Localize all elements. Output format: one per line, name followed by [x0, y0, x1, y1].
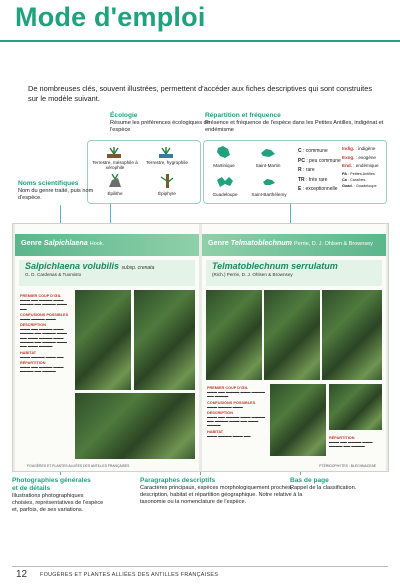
- ecologie-description: Résume les préférences écologiques de l'espèce: [110, 120, 210, 133]
- freq-label: commune: [305, 148, 328, 154]
- text-column: PREMIER COUP D'ŒIL ▬▬▬ ▬▬ ▬▬▬▬ ▬▬▬ ▬▬▬▬ ▬▬ ▬▬▬▬ ▬▬▬ ▬▬ CONFUSIONS POSSIBLES ▬▬▬ ▬▬▬▬ ▬▬▬ DESCRIPTION ▬▬▬ ▬▬ ▬▬▬▬ ▬▬▬ ▬▬▬▬ ▬▬ ▬▬▬▬ ▬▬▬ ▬▬ ▬▬▬ ▬▬▬▬ ▬▬▬ ▬▬▬▬ ▬▬ ▬▬▬▬ ▬▬▬ ▬▬ ▬▬▬ ▬▬▬▬ HABITAT ▬▬▬ ▬▬▬▬ ▬▬▬ ▬▬ RÉPARTITION ▬▬▬ ▬▬ ▬▬▬▬ ▬▬▬ ▬▬▬▬ ▬▬ ▬▬▬▬: [20, 294, 69, 374]
- fern-photo: [264, 290, 320, 380]
- status-code: Indig.: [342, 146, 355, 151]
- fern-photo: [134, 290, 195, 390]
- fern-detail-photo: [329, 384, 382, 430]
- fern-photo: [206, 290, 262, 380]
- saint-martin-map-icon: [260, 147, 276, 159]
- ecologie-panel: [87, 140, 201, 204]
- repartition-description: Présence et fréquence de l'espèce dans les Petites Antilles, indigénat et endémisme: [205, 120, 384, 133]
- status-code: End.: [342, 163, 352, 168]
- fern-photo: [270, 384, 326, 456]
- right-page: [202, 224, 386, 471]
- genus-title: Genre Telmatoblechnum Perrie, D. J. Ohlsen & Brownsey: [208, 238, 373, 247]
- status-label: endémique: [355, 163, 379, 168]
- species-box: [206, 260, 382, 286]
- species-name: Telmatoblechnum serrulatum: [212, 261, 338, 271]
- section-heading: HABITAT: [20, 350, 37, 355]
- species-name: Salpichlaena volubilis subsp. crenata: [25, 261, 155, 271]
- freq-code: TR: [298, 176, 305, 183]
- status-label: indigène: [358, 146, 376, 151]
- footer-rule: [12, 566, 388, 567]
- book-spread-illustration: [12, 223, 389, 472]
- terrestrial-wet-icon: [158, 147, 174, 159]
- section-heading: RÉPARTITION: [329, 436, 355, 440]
- freq-code: PC: [298, 157, 305, 164]
- freq-code: E: [298, 186, 302, 192]
- eco-label-3: Épilithe: [107, 191, 123, 196]
- endemism-code: PA: [342, 171, 347, 176]
- paragraphes-description: Caractères principaux, espèces morphologiquement proches, description, habitat et répartition géographique. Notre relative à la taxonomie ou la nomenclature de l'espèce.: [140, 485, 303, 505]
- repartition-panel: [203, 140, 387, 204]
- page-number: 12: [16, 569, 28, 580]
- section-heading: HABITAT: [207, 429, 224, 434]
- photographies-heading: Photographies générales et de détails: [12, 477, 91, 492]
- page-footer: PTÉRIDOPHYTES : BLECHNACEAE: [319, 464, 376, 468]
- frequency-legend: C : commune PC : peu commune R : rare TR : très rare E : exceptionnelle: [298, 148, 341, 192]
- page-title: Mode d'emploi: [15, 2, 206, 32]
- text-column: RÉPARTITION ▬▬▬ ▬▬ ▬▬▬▬ ▬▬▬ ▬▬▬▬ ▬▬ ▬▬▬▬: [329, 434, 382, 449]
- photographies-description: Illustrations photographiques choisies, représentatives de l'espèce et, parfois, de ses variations.: [12, 493, 104, 513]
- species-author: (Rich.) Perrie, D. J. Ohlsen & Brownsey: [212, 272, 293, 277]
- island-label-1: Martinique: [213, 163, 235, 168]
- page-footer: FOUGÈRES ET PLANTES ALLIÉES DES ANTILLES FRANÇAISES: [27, 464, 130, 468]
- section-heading: RÉPARTITION: [20, 360, 46, 365]
- left-page: [15, 224, 199, 471]
- island-label-3: Guadeloupe: [212, 192, 238, 197]
- status-code: Exog.: [342, 154, 355, 160]
- freq-code: C: [298, 148, 302, 154]
- fern-photo: [75, 290, 131, 390]
- endemism-label: Caraïbes: [350, 177, 366, 182]
- genus-title: Genre Salpichlaena Hook.: [21, 238, 105, 247]
- freq-code: R: [298, 167, 302, 173]
- endemism-code: Ca: [342, 177, 347, 182]
- section-heading: PREMIER COUP D'ŒIL: [20, 294, 62, 298]
- repartition-heading: Répartition et fréquence: [205, 112, 281, 119]
- species-author: G. D. Cardenas & Tuomisto: [25, 272, 82, 277]
- status-label: exogène: [358, 154, 376, 160]
- species-box: [19, 260, 195, 286]
- epilithic-icon: [108, 174, 122, 188]
- title-rule: [0, 40, 400, 42]
- section-heading: DESCRIPTION: [20, 323, 46, 328]
- bas-de-page-description: Rappel de la classification.: [290, 485, 357, 491]
- terrestrial-dry-icon: [106, 147, 122, 159]
- scientific-description: Nom du genre traité, puis nom d'espèce.: [18, 188, 94, 201]
- island-label-4: Saint-Barthélemy: [251, 192, 287, 197]
- martinique-map-icon: [216, 145, 232, 159]
- ecologie-heading: Écologie: [110, 112, 138, 119]
- freq-label: exceptionnelle: [305, 186, 338, 192]
- running-footer: FOUGÈRES ET PLANTES ALLIÉES DES ANTILLES FRANÇAISES: [40, 572, 219, 578]
- section-heading: DESCRIPTION: [207, 410, 233, 415]
- freq-label: très rare: [308, 176, 328, 183]
- saint-barthelemy-map-icon: [262, 177, 276, 187]
- section-heading: PREMIER COUP D'ŒIL: [207, 386, 249, 390]
- endemism-code: Guad.: [342, 183, 353, 188]
- freq-label: peu commune: [309, 157, 341, 164]
- text-column: PREMIER COUP D'ŒIL ▬▬▬ ▬▬ ▬▬▬▬ ▬▬▬ ▬▬▬▬ ▬▬ ▬▬▬▬ CONFUSIONS POSSIBLES ▬▬▬ ▬▬▬▬ ▬▬▬ DESCRIPTION ▬▬▬ ▬▬ ▬▬▬▬ ▬▬▬ ▬▬▬▬ ▬▬ ▬▬▬▬ ▬▬▬ ▬▬ ▬▬▬ ▬▬▬▬ HABITAT ▬▬▬ ▬▬▬▬ ▬▬▬ ▬▬: [207, 386, 266, 438]
- fern-detail-photo: [75, 393, 195, 459]
- epiphytic-icon: [160, 174, 174, 188]
- scientific-heading: Noms scientifiques: [18, 180, 79, 187]
- eco-label-4: Épiphyte: [158, 191, 176, 196]
- section-heading: CONFUSIONS POSSIBLES: [20, 312, 69, 317]
- freq-label: rare: [305, 167, 315, 173]
- intro-paragraph: De nombreuses clés, souvent illustrées, permettent d'accéder aux fiches descriptives qui sont construites sur le modèle suivant.: [28, 84, 373, 103]
- eco-label-2: Terrestre, hygrophile: [146, 160, 188, 165]
- endemism-label: Guadeloupe: [355, 183, 377, 188]
- section-heading: CONFUSIONS POSSIBLES: [207, 400, 256, 405]
- bas-de-page-heading: Bas de page: [290, 477, 329, 484]
- paragraphes-heading: Paragraphes descriptifs: [140, 477, 216, 484]
- island-label-2: Saint-Martin: [255, 163, 281, 168]
- fern-photo: [322, 290, 382, 380]
- eco-label-1: Terrestre, mésophile à xérophile: [92, 160, 138, 171]
- endemism-label: Petites Antilles: [350, 171, 375, 176]
- status-legend: Indig. : indigène Exog. : exogène End. : endémique PA : Petites Antilles Ca : Caraïbes Guad. : Guadeloupe: [342, 146, 379, 188]
- guadeloupe-map-icon: [216, 175, 234, 189]
